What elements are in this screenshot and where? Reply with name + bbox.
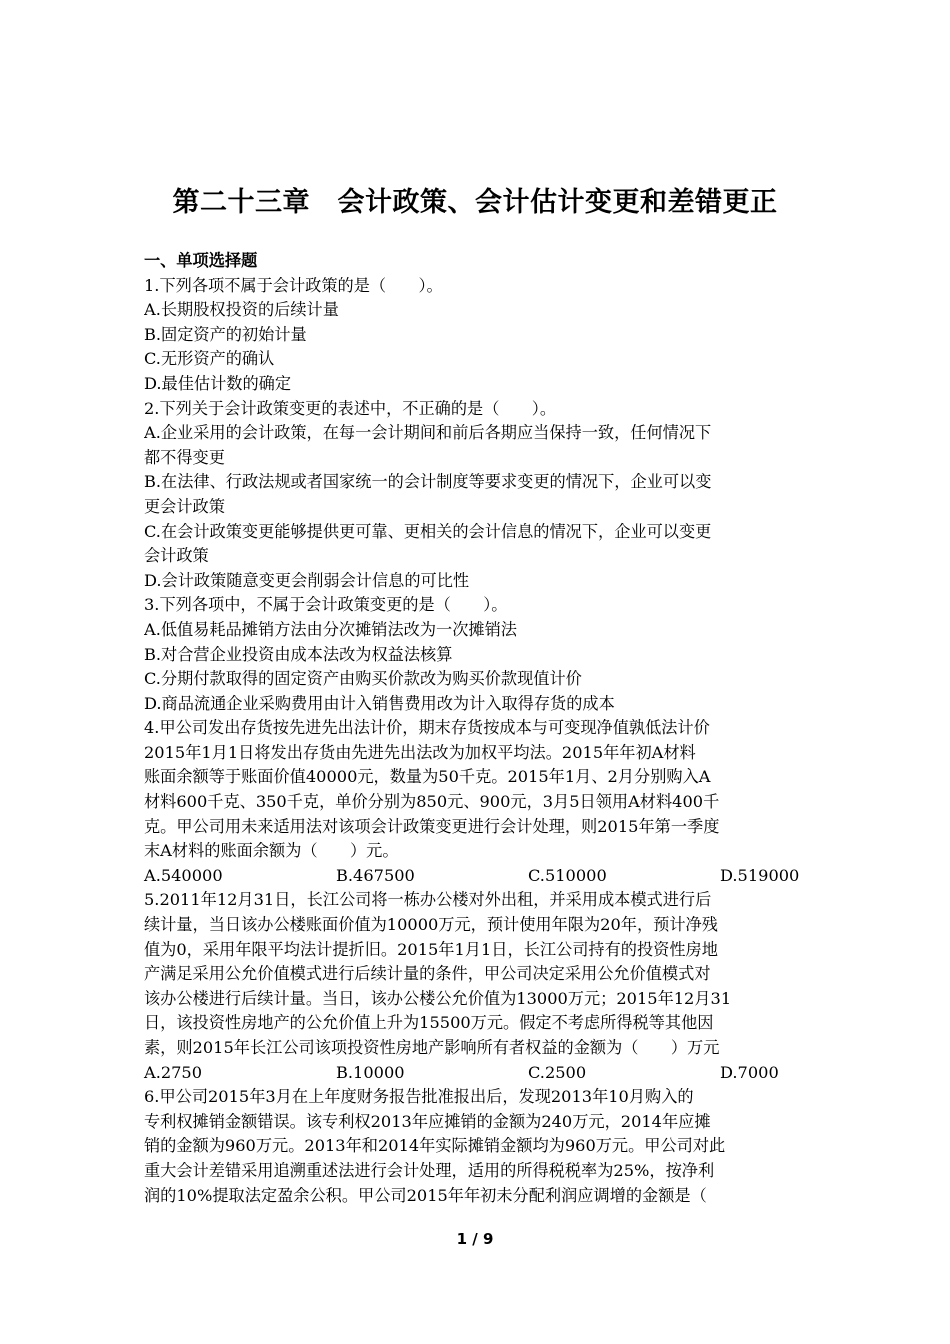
text-line: 重大会计差错采用追溯重述法进行会计处理，适用的所得税税率为25%，按净利 [144,1160,715,1180]
q4-option-d: D.519000 [720,865,800,885]
text-line: 日，该投资性房地产的公允价值上升为15500万元。假定不考虑所得税等其他因 [144,1013,714,1033]
text-line: 专利权摊销金额错误。该专利权2013年应摊销的金额为240万元，2014年应摊 [144,1111,711,1131]
text-line: C.无形资产的确认 [144,349,275,369]
q4-option-a: A.540000 [144,865,223,885]
q5-option-a: A.2750 [144,1062,203,1082]
text-line: 2.下列关于会计政策变更的表述中，不正确的是（ ）。 [144,398,557,418]
text-line: D.会计政策随意变更会削弱会计信息的可比性 [144,570,470,590]
text-line: 克。甲公司用未来适用法对该项会计政策变更进行会计处理，则2015年第一季度 [144,816,720,836]
q5-option-b: B.10000 [336,1062,405,1082]
text-line: B.固定资产的初始计量 [144,324,307,344]
text-line: B.在法律、行政法规或者国家统一的会计制度等要求变更的情况下，企业可以变 [144,472,712,492]
text-line: 末A材料的账面余额为（ ）元。 [144,841,399,861]
text-line: 4.甲公司发出存货按先进先出法计价，期末存货按成本与可变现净值孰低法计价 [144,718,710,738]
q4-option-b: B.467500 [336,865,415,885]
text-line: 素，则2015年长江公司该项投资性房地产影响所有者权益的金额为（ ）万元 [144,1038,720,1057]
text-line: A.长期股权投资的后续计量 [144,300,339,320]
text-line: B.对合营企业投资由成本法改为权益法核算 [144,644,453,664]
text-line: 该办公楼进行后续计量。当日，该办公楼公允价值为13000万元；2015年12月31 [144,988,732,1008]
text-line: 销的金额为960万元。2013年和2014年实际摊销金额均为960万元。甲公司对此 [144,1136,726,1156]
text-line: 更会计政策 [144,496,225,516]
text-line: 润的10%提取法定盈余公积。甲公司2015年年初未分配利润应调增的金额是（ [144,1185,707,1205]
text-line: A.企业采用的会计政策，在每一会计期间和前后各期应当保持一致，任何情况下 [144,423,712,443]
text-line: 账面余额等于账面价值40000元，数量为50千克。2015年1月、2月分别购入A [144,767,711,787]
q4-options-row [144,864,810,889]
section-heading: 一、单项选择题 [144,251,258,270]
text-line: D.商品流通企业采购费用由计入销售费用改为计入取得存货的成本 [144,693,615,713]
text-line: 3.下列各项中，不属于会计政策变更的是（ ）。 [144,595,508,615]
q4-option-c: C.510000 [528,865,607,885]
page-title: 第二十三章 会计政策、会计估计变更和差错更正 [172,187,778,218]
text-line: C.在会计政策变更能够提供更可靠、更相关的会计信息的情况下，企业可以变更 [144,521,712,541]
text-line: 都不得变更 [144,447,225,467]
text-line: 续计量，当日该办公楼账面价值为10000万元，预计使用年限为20年，预计净残 [144,915,718,935]
text-line: 6.甲公司2015年3月在上年度财务报告批准报出后，发现2013年10月购入的 [144,1087,694,1107]
text-line: 2015年1月1日将发出存货由先进先出法改为加权平均法。2015年年初A材料 [144,742,696,762]
text-line: 材料600千克、350千克，单价分别为850元、900元，3月5日领用A材料400千 [144,792,720,812]
page-number: 1 / 9 [456,1230,494,1248]
text-line: A.低值易耗品摊销方法由分次摊销法改为一次摊销法 [144,619,517,639]
text-line: 会计政策 [144,546,209,566]
document-body [144,249,810,1208]
text-line: 5.2011年12月31日，长江公司将一栋办公楼对外出租，并采用成本模式进行后 [144,890,712,910]
text-line: 值为0，采用年限平均法计提折旧。2015年1月1日，长江公司持有的投资性房地 [144,939,718,959]
q5-option-c: C.2500 [528,1062,587,1082]
text-line: D.最佳估计数的确定 [144,373,292,393]
text-line: 1.下列各项不属于会计政策的是（ ）。 [144,275,443,295]
q5-option-d: D.7000 [720,1062,779,1082]
text-line: C.分期付款取得的固定资产由购买价款改为购买价款现值计价 [144,669,582,689]
q5-options-row [144,1061,810,1086]
text-line: 产满足采用公允价值模式进行后续计量的条件，甲公司决定采用公允价值模式对 [144,964,711,984]
